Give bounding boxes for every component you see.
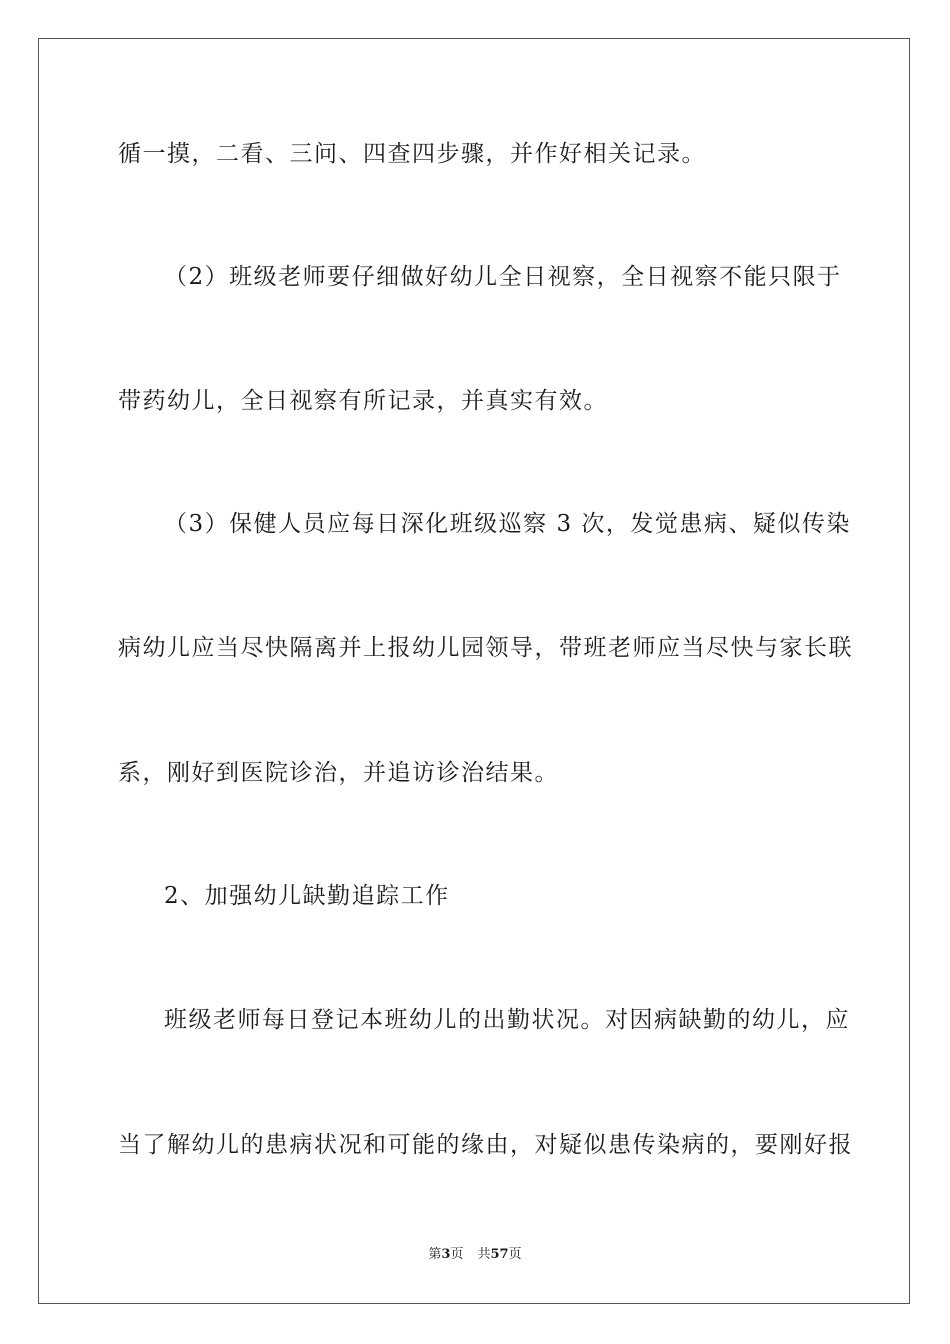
total-suffix: 页 (508, 1247, 522, 1262)
body-line-7: 班级老师每日登记本班幼儿的出勤状况。对因病缺勤的幼儿，应 (164, 1007, 850, 1033)
body-line-8: 当了解幼儿的患病状况和可能的缘由，对疑似患传染病的，要刚好报 (118, 1132, 853, 1158)
total-pages: 57 (490, 1247, 509, 1262)
page-footer (0, 1246, 950, 1264)
page-suffix: 页 (450, 1247, 464, 1262)
page-prefix: 第 (428, 1247, 442, 1262)
body-line-2: （2）班级老师要仔细做好幼儿全日视察，全日视察不能只限于 (164, 264, 842, 290)
section-heading: 2、加强幼儿缺勤追踪工作 (164, 883, 450, 909)
body-line-1: 循一摸，二看、三问、四查四步骤，并作好相关记录。 (118, 141, 706, 167)
body-line-6: 系，刚好到医院诊治，并追访诊治结果。 (118, 760, 559, 786)
page-number: 3 (441, 1247, 451, 1262)
body-line-4: （3）保健人员应每日深化班级巡察 3 次，发觉患病、疑似传染 (164, 511, 851, 537)
total-prefix: 共 (477, 1247, 491, 1262)
page-border (38, 38, 910, 1304)
body-line-5: 病幼儿应当尽快隔离并上报幼儿园领导，带班老师应当尽快与家长联 (118, 635, 853, 661)
body-line-3: 带药幼儿，全日视察有所记录，并真实有效。 (118, 388, 608, 414)
